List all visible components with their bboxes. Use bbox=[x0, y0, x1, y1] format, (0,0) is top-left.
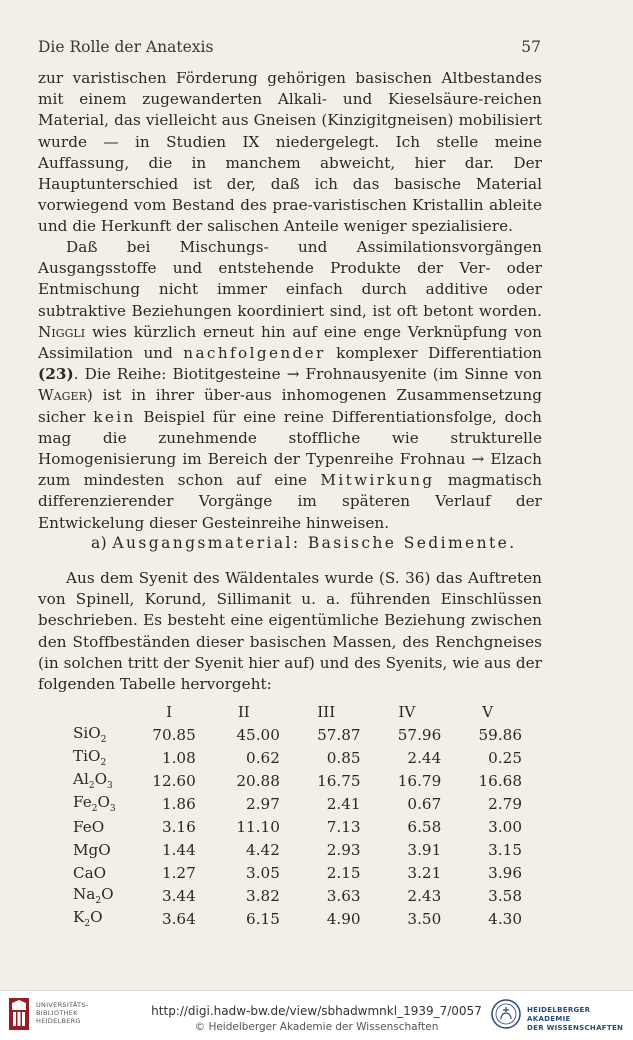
formula-part: O bbox=[94, 769, 108, 788]
oxide-formula bbox=[58, 792, 136, 815]
paragraph-2 bbox=[38, 237, 542, 534]
reference-23: (23) bbox=[38, 365, 74, 384]
formula-part: 2 bbox=[88, 781, 95, 792]
emphasis-nachfolgender: nachfolgender bbox=[183, 344, 326, 363]
table-cell: 2.15 bbox=[326, 863, 361, 882]
academy-name bbox=[527, 1006, 633, 1033]
p2-text-f: Beispiel für eine reine Differentiationsfolge, doch mag die zunehmende stoffliche wie strukturelle Homogenisierung im Bereich der Typenreihe Frohnau → Elzach zum mindesten schon auf eine bbox=[38, 407, 542, 490]
oxide-formula bbox=[58, 815, 136, 838]
table-cell: 0.67 bbox=[407, 794, 442, 813]
section-title: Ausgangsmaterial: Basische Sedimente. bbox=[112, 534, 517, 552]
footer-bar bbox=[0, 990, 633, 1040]
p2-text-e: ) ist in ihrer über-aus inhomogenen Zusammensetzung sicher bbox=[38, 386, 542, 426]
table-cell: 1.27 bbox=[161, 863, 196, 882]
table-cell: 2.43 bbox=[407, 886, 442, 905]
table-cell: 16.79 bbox=[397, 771, 442, 790]
table-row bbox=[58, 838, 528, 861]
table-cell: 0.25 bbox=[488, 748, 522, 767]
table-header-row bbox=[58, 700, 528, 723]
formula-part: O bbox=[101, 884, 114, 903]
oxide-formula bbox=[58, 769, 136, 792]
permalink-url[interactable]: http://digi.hadw-bw.de/view/sbhadwmnkl_1939_7/0057 bbox=[151, 1004, 482, 1018]
formula-part: CaO bbox=[73, 863, 107, 882]
table-cell: 2.93 bbox=[326, 840, 361, 859]
table-cell: 59.86 bbox=[478, 725, 522, 744]
table-cell: 4.30 bbox=[488, 909, 522, 928]
p2-text-c: komplexer Differentiation bbox=[325, 344, 542, 363]
table-column-header: II bbox=[237, 702, 250, 721]
table-column-header: IV bbox=[398, 702, 416, 721]
table-cell: 4.42 bbox=[246, 840, 280, 859]
author-wager: Wager bbox=[38, 386, 87, 405]
table-cell: 3.15 bbox=[488, 840, 522, 859]
p2-text-b: wies kürzlich erneut hin auf eine enge Verknüpfung von Assimilation und bbox=[38, 322, 542, 363]
table-cell: 2.79 bbox=[488, 794, 522, 813]
table-row bbox=[58, 792, 528, 815]
table-cell: 2.44 bbox=[407, 748, 442, 767]
copyright-notice: © Heidelberger Akademie der Wissenschaften bbox=[194, 1021, 439, 1033]
table-cell: 12.60 bbox=[152, 771, 196, 790]
formula-part: MgO bbox=[73, 840, 111, 859]
table-row bbox=[58, 815, 528, 838]
p2-text-g: magmatisch differenzierender Vorgänge im späteren Verlauf der Entwickelung dieser Gesteinreihe hinweisen. bbox=[38, 471, 542, 532]
table-cell: 0.62 bbox=[246, 748, 280, 767]
formula-part: 3 bbox=[109, 804, 116, 815]
oxide-formula bbox=[58, 838, 136, 861]
formula-part: 2 bbox=[95, 896, 102, 907]
table-column-header: I bbox=[166, 702, 173, 721]
formula-part: TiO bbox=[73, 746, 101, 765]
author-niggli: Niggli bbox=[38, 322, 86, 341]
table-cell: 3.21 bbox=[407, 863, 442, 882]
table-cell: 2.41 bbox=[326, 794, 361, 813]
oxide-formula bbox=[58, 884, 136, 907]
table-cell: 3.50 bbox=[407, 909, 442, 928]
academy-seal-icon bbox=[491, 999, 521, 1029]
paragraph-3: Aus dem Syenit des Wäldentales wurde (S. 36) das Auftreten von Spinell, Korund, Sillimanit u. a. führenden Einschlüssen beschrieben. Es besteht eine eigentümliche Beziehung zwischen den Stoffbeständen dieser basischen Massen, des Renchgneises (in solchen tritt der Syenit hier auf) und des Syenits, wie aus der folgenden Tabelle hervorgeht: bbox=[38, 569, 542, 694]
p2-text-a: Daß bei Mischungs- und Assimilationsvorgängen Ausgangsstoffe und entstehende Produkte der Ver- oder Entmischung nicht immer einfach durch additive oder subtraktive Beziehungen koordiniert sind, ist oft betont worden. bbox=[38, 238, 542, 320]
academy-line: HEIDELBERGER AKADEMIE bbox=[527, 1006, 591, 1023]
table-row bbox=[58, 723, 528, 746]
table-cell: 3.63 bbox=[326, 886, 361, 905]
table-cell: 2.97 bbox=[246, 794, 280, 813]
formula-part: SiO bbox=[73, 723, 101, 742]
table-cell: 3.58 bbox=[488, 886, 522, 905]
formula-part: 2 bbox=[100, 735, 107, 746]
oxide-formula bbox=[58, 861, 136, 884]
page-number: 57 bbox=[521, 38, 541, 56]
running-title: Die Rolle der Anatexis bbox=[38, 38, 214, 56]
table-cell: 0.85 bbox=[326, 748, 361, 767]
formula-part: Fe bbox=[73, 792, 92, 811]
formula-part: FeO bbox=[73, 817, 105, 836]
formula-part: 2 bbox=[100, 758, 107, 769]
table-cell: 70.85 bbox=[152, 725, 196, 744]
formula-part: 2 bbox=[84, 919, 91, 930]
table-cell: 3.91 bbox=[407, 840, 442, 859]
table-cell: 45.00 bbox=[236, 725, 280, 744]
table-cell: 16.75 bbox=[317, 771, 361, 790]
table-row bbox=[58, 907, 528, 930]
formula-part: 2 bbox=[91, 804, 98, 815]
oxide-analysis-table bbox=[58, 700, 528, 930]
table-cell: 3.96 bbox=[488, 863, 522, 882]
table-row bbox=[58, 746, 528, 769]
table-cell: 11.10 bbox=[236, 817, 280, 836]
table-cell: 3.05 bbox=[246, 863, 280, 882]
table-cell: 20.88 bbox=[236, 771, 280, 790]
table-cell: 3.16 bbox=[161, 817, 196, 836]
formula-part: K bbox=[73, 907, 85, 926]
table-cell: 1.86 bbox=[161, 794, 196, 813]
emphasis-kein: kein bbox=[93, 407, 136, 426]
oxide-formula bbox=[58, 907, 136, 930]
library-line: BIBLIOTHEK bbox=[36, 1009, 78, 1017]
formula-part: O bbox=[90, 907, 103, 926]
table-cell: 6.58 bbox=[407, 817, 442, 836]
table-header-blank bbox=[58, 700, 136, 723]
paragraph-1: zur varistischen Förderung gehörigen basischen Altbestandes mit einem zugewanderten Alkali- und Kieselsäure-reichen Material, das vielleicht aus Gneisen (Kinzigitgneisen) mobilisiert wurde — in Studien IX niedergelegt. Ich stelle meine Auffassung, die in manchem abweicht, hier dar. Der Hauptunterschied ist der, daß ich das basische Material vorwiegend vom Bestand des prae-varistischen Kristallin ableite und die Herkunft der salischen Anteile weniger spezialisiere. bbox=[38, 69, 542, 236]
table-cell: 6.15 bbox=[246, 909, 280, 928]
section-prefix: a) bbox=[91, 534, 113, 552]
table-cell: 57.87 bbox=[317, 725, 361, 744]
table-body bbox=[58, 723, 528, 930]
table-cell: 1.08 bbox=[161, 748, 196, 767]
table-cell: 3.64 bbox=[161, 909, 196, 928]
table-row bbox=[58, 884, 528, 907]
academy-line: DER WISSENSCHAFTEN bbox=[527, 1024, 624, 1032]
table-column-header: V bbox=[482, 702, 494, 721]
table-cell: 3.44 bbox=[161, 886, 196, 905]
emphasis-mitwirkung: Mitwirkung bbox=[320, 471, 435, 490]
table-row bbox=[58, 769, 528, 792]
section-heading bbox=[91, 534, 517, 552]
formula-part: O bbox=[97, 792, 110, 811]
formula-part: Al bbox=[73, 769, 89, 788]
oxide-formula bbox=[58, 723, 136, 746]
table-cell: 16.68 bbox=[478, 771, 522, 790]
table-cell: 4.90 bbox=[326, 909, 361, 928]
oxide-formula bbox=[58, 746, 136, 769]
table-cell: 3.00 bbox=[488, 817, 522, 836]
table-cell: 1.44 bbox=[161, 840, 196, 859]
table-column-header: III bbox=[317, 702, 336, 721]
formula-part: 3 bbox=[107, 781, 113, 792]
table-cell: 3.82 bbox=[246, 886, 280, 905]
table-row bbox=[58, 861, 528, 884]
formula-part: Na bbox=[73, 884, 96, 903]
table-cell: 57.96 bbox=[397, 725, 442, 744]
p2-text-d: . Die Reihe: Biotitgesteine → Frohnausyenite (im Sinne von bbox=[73, 365, 542, 384]
library-line: HEIDELBERG bbox=[36, 1017, 81, 1025]
library-line: UNIVERSITÄTS- bbox=[36, 1001, 89, 1009]
table-cell: 7.13 bbox=[326, 817, 361, 836]
